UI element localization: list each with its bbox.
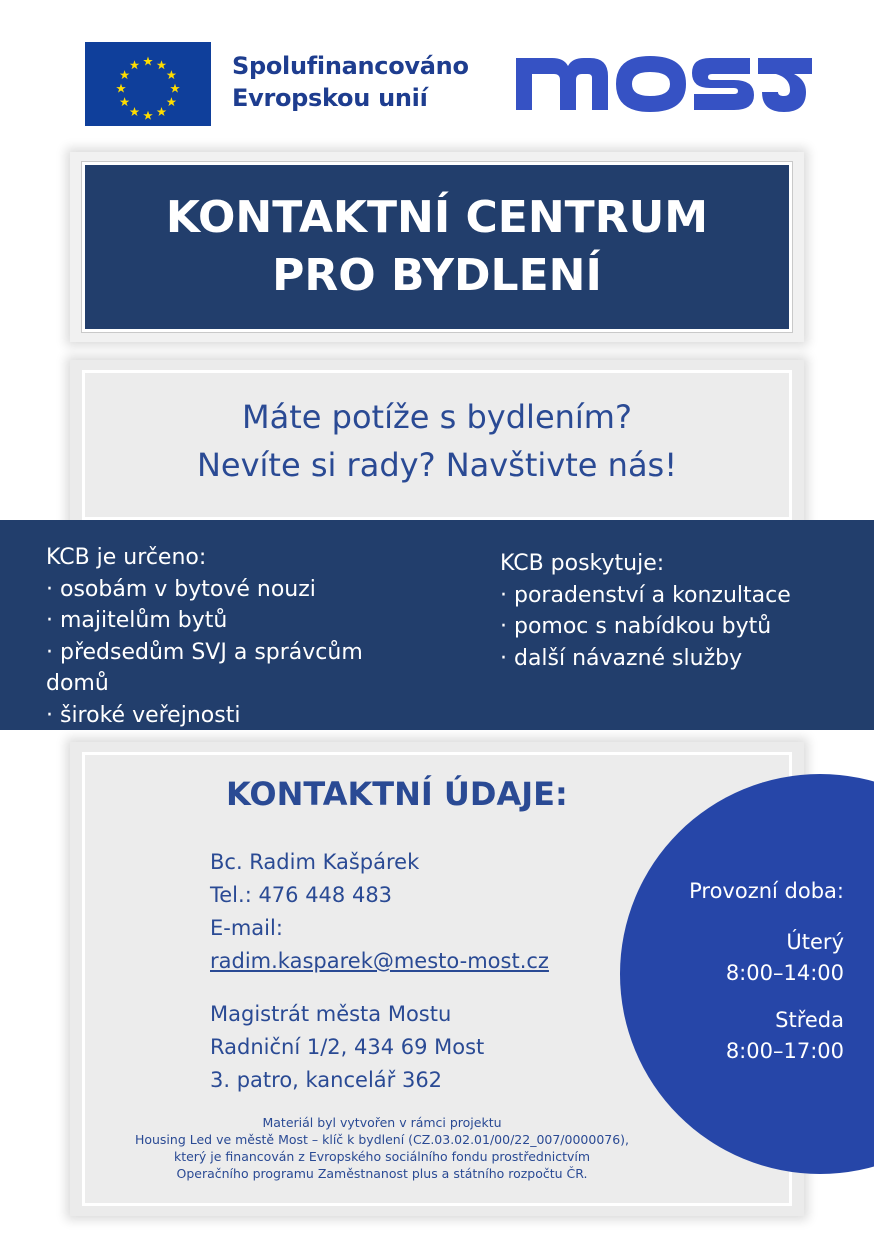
question-text bbox=[82, 393, 792, 489]
list-item: · poradenství a konzultace bbox=[500, 582, 791, 608]
footer-line-4: Operačního programu Zaměstnanost plus a státního rozpočtu ČR. bbox=[176, 1166, 588, 1181]
footer-line-3: který je financován z Evropského sociálního fondu prostřednictvím bbox=[173, 1149, 591, 1164]
list-item: · pomoc s nabídkou bytů bbox=[500, 614, 772, 639]
contact-address: Radniční 1/2, 434 69 Most bbox=[210, 1035, 485, 1059]
question-line-2: Nevíte si rady? Navštivte nás! bbox=[196, 446, 678, 484]
contact-name: Bc. Radim Kašpárek bbox=[210, 850, 420, 874]
contact-phone: Tel.: 476 448 483 bbox=[210, 883, 393, 907]
title-line-2: PRO BYDLENÍ bbox=[272, 250, 602, 301]
hours-label: Provozní doba: bbox=[689, 879, 844, 903]
eu-flag-icon bbox=[85, 42, 211, 126]
for-whom-heading: KCB je určeno: bbox=[46, 545, 207, 570]
eu-line-1: Spolufinancováno bbox=[232, 52, 469, 80]
hours-day-wednesday: Středa bbox=[775, 1008, 844, 1032]
most-city-logo bbox=[512, 44, 814, 118]
contact-room: 3. patro, kancelář 362 bbox=[210, 1068, 443, 1092]
list-item: · další návazné služby bbox=[500, 645, 743, 671]
contact-heading: KONTAKTNÍ ÚDAJE: bbox=[226, 775, 568, 813]
hours-day-tuesday: Úterý bbox=[786, 930, 844, 954]
project-footnote bbox=[82, 1114, 682, 1182]
title-line-1: KONTAKTNÍ CENTRUM bbox=[165, 192, 709, 243]
services-column bbox=[500, 548, 870, 674]
list-item: domů bbox=[46, 671, 109, 696]
services-heading: KCB poskytuje: bbox=[500, 551, 665, 576]
question-line-1: Máte potíže s bydlením? bbox=[242, 398, 632, 436]
list-item: · předsedům SVJ a správcům bbox=[46, 639, 363, 665]
list-item: · široké veřejnosti bbox=[46, 702, 241, 728]
list-item: · osobám v bytové nouzi bbox=[46, 576, 316, 602]
list-item: · majitelům bytů bbox=[46, 608, 228, 633]
footer-line-2: Housing Led ve městě Most – klíč k bydlení (CZ.03.02.01/00/22_007/0000076), bbox=[134, 1132, 630, 1147]
contact-office: Magistrát města Mostu bbox=[210, 1002, 452, 1026]
hours-time-wednesday: 8:00–17:00 bbox=[725, 1039, 844, 1063]
contact-details bbox=[210, 846, 549, 1097]
opening-hours bbox=[584, 876, 844, 1067]
contact-email-link[interactable]: radim.kasparek@mesto-most.cz bbox=[210, 949, 549, 973]
contact-email-label: E-mail: bbox=[210, 916, 283, 940]
footer-line-1: Materiál byl vytvořen v rámci projektu bbox=[262, 1115, 502, 1130]
info-band bbox=[0, 520, 874, 730]
eu-line-2: Evropskou unií bbox=[232, 84, 428, 112]
for-whom-column bbox=[46, 542, 446, 731]
eu-cofinancing-text bbox=[232, 50, 469, 114]
page-title bbox=[82, 162, 792, 332]
hours-time-tuesday: 8:00–14:00 bbox=[725, 961, 844, 985]
